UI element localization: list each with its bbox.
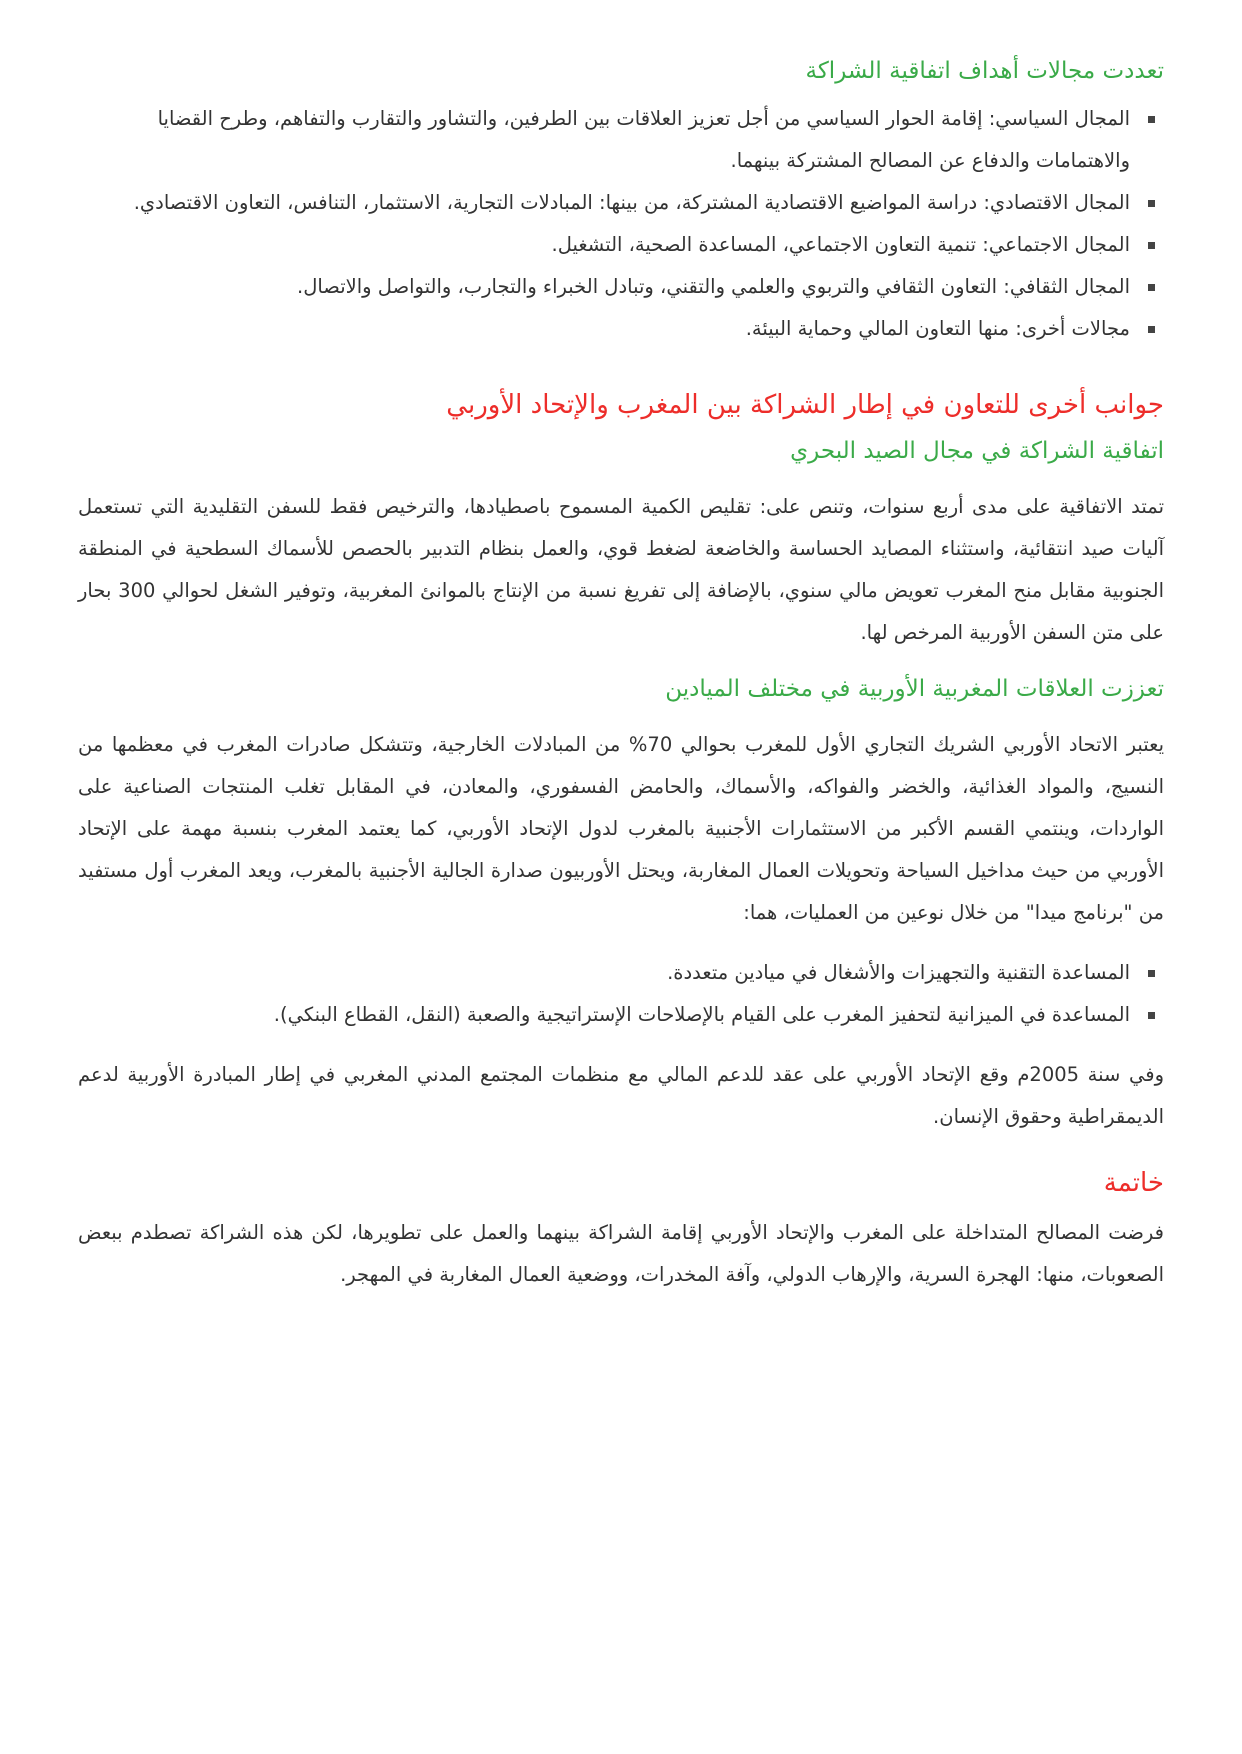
goals-item-social: المجال الاجتماعي: تنمية التعاون الاجتماعي، المساعدة الصحية، التشغيل. — [78, 224, 1164, 266]
conclusion-heading: خاتمة — [1103, 1168, 1164, 1198]
goals-item-other: مجالات أخرى: منها التعاون المالي وحماية البيئة. — [78, 308, 1164, 350]
goals-item-political: المجال السياسي: إقامة الحوار السياسي من أجل تعزيز العلاقات بين الطرفين، والتشاور والتقارب والتفاهم، وطرح القضايا والاهتمامات والدفاع عن المصالح المشتركة بينهما. — [78, 98, 1164, 182]
relations-paragraph: يعتبر الاتحاد الأوربي الشريك التجاري الأول للمغرب بحوالي 70% من المبادلات الخارجية، وتتشكل صادرات المغرب في معظمها من النسيج، والمواد الغذائية، والخضر والفواكه، والأسماك، والحامض الفسفوري، والمعادن، في المقابل تغلب المنتجات الصناعية على الواردات، وينتمي القسم الأكبر من الاستثمارات الأجنبية بالمغرب لدول الإتحاد الأوربي، كما يعتمد المغرب بنسبة مهمة على الإتحاد الأوربي من حيث مداخيل السياحة وتحويلات العمال المغاربة، ويحتل الأوربيون صدارة الجالية الأجنبية بالمغرب، ويعد المغرب أول مستفيد من "برنامج ميدا" من خلال نوعين من العمليات، هما: — [78, 733, 1164, 924]
year-2005-paragraph: وفي سنة 2005م وقع الإتحاد الأوربي على عقد للدعم المالي مع منظمات المجتمع المدني المغربي في إطار المبادرة الأوربية لدعم الديمقراطية وحقوق الإنسان. — [78, 1063, 1164, 1128]
goals-heading: تعددت مجالات أهداف اتفاقية الشراكة — [805, 58, 1164, 84]
relations-heading: تعززت العلاقات المغربية الأوربية في مختلف الميادين — [665, 676, 1164, 702]
fishing-paragraph: تمتد الاتفاقية على مدى أربع سنوات، وتنص على: تقليص الكمية المسموح باصطيادها، والترخيص فقط للسفن التقليدية التي تستعمل آليات صيد انتقائية، واستثناء المصايد الحساسة والخاضعة لضغط قوي، والعمل بنظام التدبير بالحصص للأسماك السطحية في المنطقة الجنوبية مقابل منح المغرب تعويض مالي سنوي، بالإضافة إلى تفريغ نسبة من الإنتاج بالموانئ المغربية، وتوفير الشغل لحوالي 300 بحار على متن السفن الأوربية المرخص لها. — [78, 495, 1164, 644]
fishing-heading: اتفاقية الشراكة في مجال الصيد البحري — [790, 438, 1164, 464]
other-aspects-heading: جوانب أخرى للتعاون في إطار الشراكة بين المغرب والإتحاد الأوربي — [446, 390, 1164, 420]
meda-list — [78, 952, 1164, 1036]
goals-item-economic: المجال الاقتصادي: دراسة المواضيع الاقتصادية المشتركة، من بينها: المبادلات التجارية، الاستثمار، التنافس، التعاون الاقتصادي. — [78, 182, 1164, 224]
goals-item-cultural: المجال الثقافي: التعاون الثقافي والتربوي والعلمي والتقني، وتبادل الخبراء والتجارب، والتواصل والاتصال. — [78, 266, 1164, 308]
goals-list — [78, 98, 1164, 350]
meda-item-budget: المساعدة في الميزانية لتحفيز المغرب على القيام بالإصلاحات الإستراتيجية والصعبة (النقل، القطاع البنكي). — [78, 994, 1164, 1036]
meda-item-technical: المساعدة التقنية والتجهيزات والأشغال في ميادين متعددة. — [78, 952, 1164, 994]
conclusion-paragraph: فرضت المصالح المتداخلة على المغرب والإتحاد الأوربي إقامة الشراكة بينهما والعمل على تطويرها، لكن هذه الشراكة تصطدم ببعض الصعوبات، منها: الهجرة السرية، والإرهاب الدولي، وآفة المخدرات، ووضعية العمال المغاربة في المهجر. — [78, 1221, 1164, 1286]
